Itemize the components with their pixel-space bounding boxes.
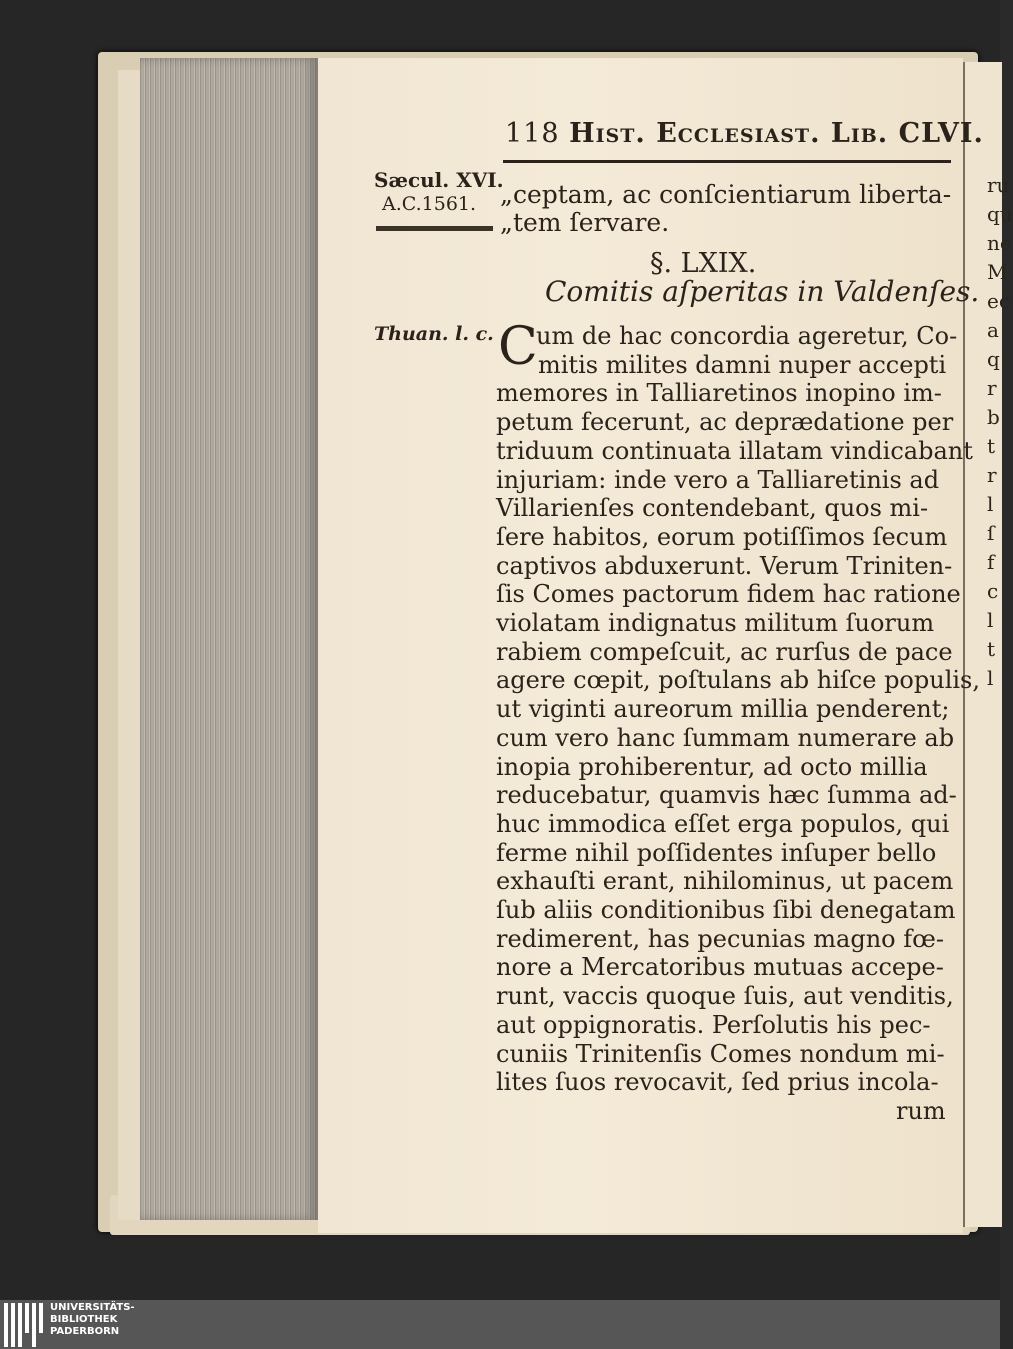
body-line: mitis milites damni nuper accepti bbox=[538, 350, 947, 379]
body-line: lites ſuos revocavit, ſed prius incola- bbox=[496, 1068, 939, 1097]
margin-rule bbox=[376, 226, 493, 231]
body-line: nore a Mercatoribus mutuas accepe- bbox=[496, 953, 944, 982]
footer-bar bbox=[0, 1300, 1000, 1349]
header-rule bbox=[503, 160, 951, 163]
body-line: injuriam: inde vero a Talliaretinis ad bbox=[496, 465, 940, 494]
drop-cap: C bbox=[498, 317, 538, 377]
body-line: Villarienſes contendebant, quos mi- bbox=[496, 494, 929, 523]
next-page-fragment: l bbox=[987, 666, 994, 690]
next-page-strip bbox=[963, 62, 1013, 1227]
margin-year: A.C.1561. bbox=[382, 193, 477, 215]
running-title: Hist. Ecclesiast. Lib. CLVI. bbox=[569, 118, 984, 149]
body-line: cuniis Trinitenſis Comes nondum mi- bbox=[496, 1039, 945, 1068]
body-line: cum vero hanc ſummam numerare ab bbox=[496, 723, 955, 752]
body-line: runt, vaccis quoque ſuis, aut venditis, bbox=[496, 982, 954, 1011]
section-number: §. LXIX. bbox=[650, 248, 757, 279]
next-page-fragment: l bbox=[987, 492, 994, 516]
next-page-fragment: q bbox=[987, 347, 1000, 371]
body-line: captivos abduxerunt. Verum Triniten- bbox=[496, 551, 953, 580]
body-line: inopia prohiberentur, ad octo millia bbox=[496, 752, 928, 781]
body-line: um de hac concordia ageretur, Co- bbox=[536, 322, 958, 350]
body-line: triduum continuata illatam vindicabant bbox=[496, 436, 973, 465]
next-page-fragment: f bbox=[987, 550, 995, 574]
body-line: ſub aliis conditionibus ſibi denegatam bbox=[496, 896, 956, 924]
body-line: reducebatur, quamvis hæc ſumma ad- bbox=[496, 781, 957, 810]
next-page-fragment: qu bbox=[987, 202, 1013, 226]
quote-line-1: „ceptam, ac conſcientiarum liberta- bbox=[500, 180, 952, 209]
body-line: redimerent, has pecunias magno fœ- bbox=[496, 924, 944, 953]
next-page-fragment: r bbox=[987, 463, 997, 487]
body-line: rabiem compeſcuit, ac rurſus de pace bbox=[496, 637, 953, 666]
body-line: exhauſti erant, nihilominus, ut pacem bbox=[496, 867, 954, 896]
institution-line-2: BIBLIOTHEK bbox=[50, 1314, 118, 1325]
next-page-fragment: t bbox=[987, 637, 996, 661]
body-line: petum fecerunt, ac deprædatione per bbox=[496, 408, 954, 437]
page-edges bbox=[140, 58, 318, 1220]
next-page-fragment: l bbox=[987, 608, 994, 632]
body-line: ſere habitos, eorum potiſſimos ſecum bbox=[496, 522, 948, 551]
next-page-fragment: M bbox=[987, 260, 1008, 284]
next-page-fragment: ec bbox=[987, 289, 1011, 313]
margin-source: Thuan. l. c. bbox=[374, 323, 494, 345]
body-line: ut viginti aureorum millia penderent; bbox=[496, 695, 950, 724]
section-title: Comitis aſperitas in Valdenſes. bbox=[545, 275, 980, 308]
body-line: aut oppignoratis. Perſolutis his pec- bbox=[496, 1010, 931, 1039]
body-line: ferme nihil poſſidentes inſuper bello bbox=[496, 838, 937, 867]
next-page-fragment: ſ bbox=[987, 521, 995, 545]
library-logo-icon bbox=[4, 1303, 44, 1347]
quote-line-2: „tem ſervare. bbox=[500, 208, 670, 237]
body-line: rum bbox=[896, 1096, 946, 1125]
institution-line-3: PADERBORN bbox=[50, 1326, 120, 1337]
next-page-fragment: t bbox=[987, 434, 996, 458]
next-page-fragment: ne bbox=[987, 231, 1012, 255]
next-page-fragment: r bbox=[987, 376, 997, 400]
margin-century: Sæcul. XVI. bbox=[374, 168, 504, 192]
next-page-fragment: c bbox=[987, 579, 999, 603]
page-number: 118 bbox=[505, 118, 560, 149]
next-page-fragment: a bbox=[987, 318, 999, 342]
next-page-fragment: b bbox=[987, 405, 1000, 429]
body-line: memores in Talliaretinos inopino im- bbox=[496, 379, 942, 408]
institution-name bbox=[50, 1302, 135, 1338]
running-header bbox=[505, 118, 984, 149]
body-line: ſis Comes pactorum fidem hac ratione bbox=[496, 580, 961, 609]
body-line: huc immodica eſſet erga populos, qui bbox=[496, 809, 950, 838]
body-line: violatam indignatus militum ſuorum bbox=[496, 609, 935, 637]
body-line: agere cœpit, poſtulans ab hiſce populis, bbox=[496, 666, 980, 695]
institution-line-1: UNIVERSITÄTS- bbox=[50, 1302, 135, 1313]
next-page-fragment: ru bbox=[987, 173, 1010, 197]
